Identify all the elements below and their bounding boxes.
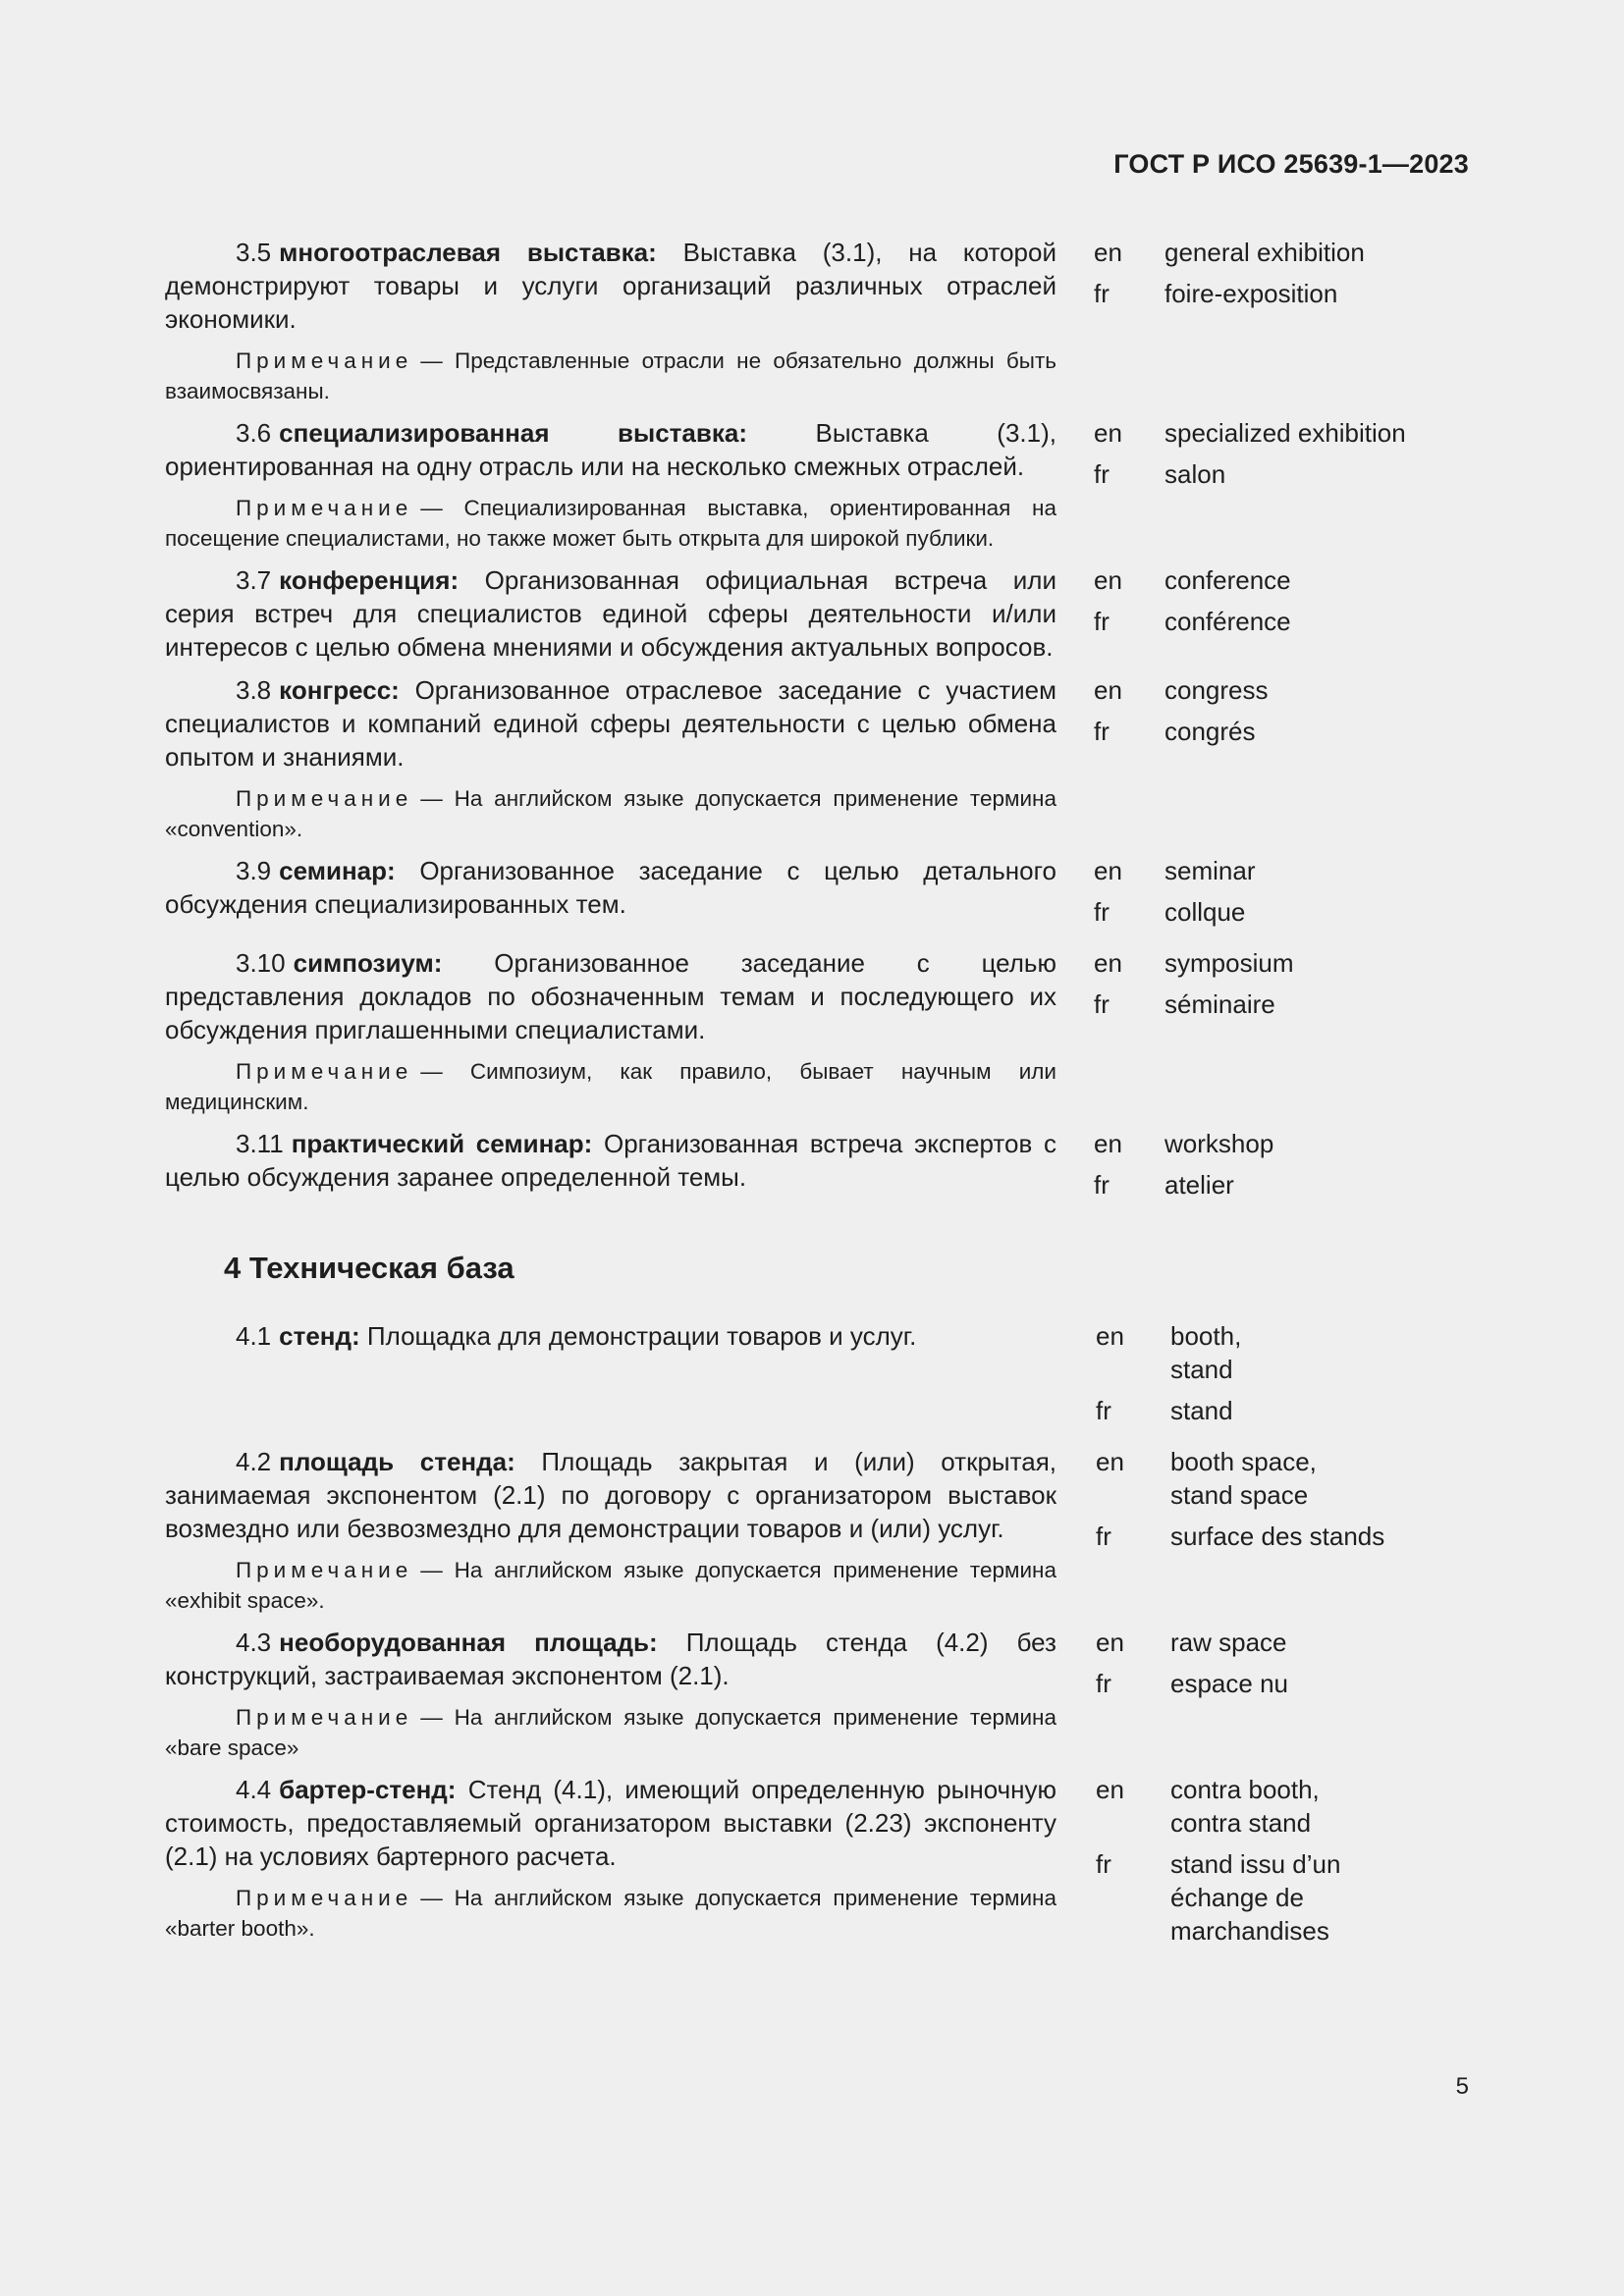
term-name: конференция: xyxy=(279,565,460,595)
lang-code-fr: fr xyxy=(1094,279,1110,308)
term-name: практический семинар: xyxy=(291,1129,593,1158)
translation-fr xyxy=(1056,277,1471,310)
term-definition-block xyxy=(165,236,1056,406)
lang-code-fr: fr xyxy=(1094,989,1110,1019)
term-number: 4.4 xyxy=(236,1775,272,1804)
translation-fr xyxy=(1056,457,1471,491)
term-note xyxy=(165,346,1056,406)
translation-term-en: congress xyxy=(1164,675,1269,705)
translation-fr xyxy=(1056,1847,1471,1948)
term-text: Организованное заседание с целью представления докладов по обозначенным темам и последующего их обсуждения приглашенными специалистами. xyxy=(165,948,1056,1044)
translation-term-fr: foire-exposition xyxy=(1164,279,1338,308)
translation-term-en: raw space xyxy=(1170,1628,1287,1657)
term-text: Площадь закрытая и (или) открытая, занимаемая экспонентом (2.1) по договору с организатором выставок возмездно или безвозмездно для демонстрации товаров и (или) услуг. xyxy=(165,1447,1056,1543)
translation-en xyxy=(1056,854,1471,887)
translation-term-fr: séminaire xyxy=(1164,989,1275,1019)
term-translations xyxy=(1056,1773,1471,1955)
lang-code-fr: fr xyxy=(1094,717,1110,746)
term-name: конгресс: xyxy=(279,675,400,705)
term-text: Площадь стенда (4.2) без конструкций, застраиваемая экспонентом (2.1). xyxy=(165,1628,1056,1690)
term-name: многоотраслевая выставка: xyxy=(279,238,657,267)
term-note xyxy=(165,493,1056,554)
page-content xyxy=(165,236,1471,1965)
term-translations xyxy=(1056,563,1471,664)
term-entry xyxy=(165,1445,1471,1616)
translation-fr xyxy=(1056,988,1471,1021)
lang-code-fr: fr xyxy=(1094,607,1110,636)
translation-term-en: workshop xyxy=(1164,1129,1274,1158)
lang-code-fr: fr xyxy=(1096,1669,1111,1698)
note-label: Примечание xyxy=(236,1886,413,1910)
translation-line: échange de xyxy=(1170,1883,1304,1912)
lang-code-en: en xyxy=(1094,856,1122,885)
term-entry xyxy=(165,563,1471,664)
note-label: Примечание xyxy=(236,496,413,520)
translation-term-en: symposium xyxy=(1164,948,1294,978)
term-definition-block xyxy=(165,416,1056,554)
translation-term-en xyxy=(1166,1445,1471,1512)
term-entry xyxy=(165,1127,1471,1209)
translation-line: booth space, xyxy=(1170,1447,1317,1476)
term-name: специализированная выставка: xyxy=(279,418,747,448)
term-definition-block xyxy=(165,1319,1056,1435)
term-definition-block xyxy=(165,1773,1056,1955)
translation-term-en: conference xyxy=(1164,565,1291,595)
term-note xyxy=(165,1555,1056,1616)
term-text: Организованная официальная встреча или серия встреч для специалистов единой сферы деятельности и/или интересов с целью обмена мнениями и обсуждения актуальных вопросов. xyxy=(165,565,1056,662)
term-definition xyxy=(165,1319,1056,1353)
translation-term-fr: stand xyxy=(1170,1396,1233,1425)
term-definition-block xyxy=(165,673,1056,844)
term-text: Стенд (4.1), имеющий определенную рыночную стоимость, предоставляемый организатором выставки (2.23) экспоненту (2.1) на условиях бартерного расчета. xyxy=(165,1775,1056,1871)
translation-term-fr: surface des stands xyxy=(1170,1522,1385,1551)
note-label: Примечание xyxy=(236,348,413,373)
lang-code-fr: fr xyxy=(1096,1849,1111,1879)
term-name: семинар: xyxy=(279,856,396,885)
term-text: Площадка для демонстрации товаров и услуг. xyxy=(366,1321,917,1351)
term-number: 3.7 xyxy=(236,565,272,595)
term-definition xyxy=(165,1773,1056,1873)
translation-term-fr: congrés xyxy=(1164,717,1256,746)
term-number: 3.10 xyxy=(236,948,286,978)
translation-line: contra stand xyxy=(1170,1808,1312,1838)
translation-line: stand xyxy=(1170,1355,1233,1384)
term-definition xyxy=(165,854,1056,921)
translation-term-fr: salon xyxy=(1164,459,1226,489)
lang-code-en: en xyxy=(1096,1321,1124,1351)
term-entry xyxy=(165,1319,1471,1435)
term-number: 3.8 xyxy=(236,675,272,705)
lang-code-en: en xyxy=(1094,418,1122,448)
term-translations xyxy=(1056,946,1471,1117)
term-translations xyxy=(1056,854,1471,936)
translation-term-en xyxy=(1166,1319,1471,1386)
translation-fr xyxy=(1056,1394,1471,1427)
translation-fr xyxy=(1056,715,1471,748)
lang-code-fr: fr xyxy=(1096,1396,1111,1425)
translation-en xyxy=(1056,563,1471,597)
translation-term-en: general exhibition xyxy=(1164,238,1365,267)
term-translations xyxy=(1056,1445,1471,1616)
translation-term-fr: atelier xyxy=(1164,1170,1234,1200)
translation-fr xyxy=(1056,1667,1471,1700)
term-name: площадь стенда: xyxy=(279,1447,515,1476)
translation-fr xyxy=(1056,895,1471,929)
term-number: 4.2 xyxy=(236,1447,272,1476)
term-text: Выставка (3.1), ориентированная на одну отрасль или на несколько смежных отраслей. xyxy=(165,418,1056,481)
translation-term-en xyxy=(1166,1773,1471,1840)
term-text: Организованное отраслевое заседание с участием специалистов и компаний единой сферы деятельности с целью обмена опытом и знаниями. xyxy=(165,675,1056,772)
term-note xyxy=(165,1702,1056,1763)
term-translations xyxy=(1056,1127,1471,1209)
translation-en xyxy=(1056,946,1471,980)
translation-term-en: seminar xyxy=(1164,856,1256,885)
term-definition xyxy=(165,1127,1056,1194)
term-definition xyxy=(165,946,1056,1046)
term-definition xyxy=(165,236,1056,336)
translation-line: contra booth, xyxy=(1170,1775,1320,1804)
term-entry xyxy=(165,1773,1471,1955)
term-note xyxy=(165,1056,1056,1117)
note-text: — Специализированная выставка, ориентированная на посещение специалистами, но также может быть открыта для широкой публики. xyxy=(165,496,1056,551)
lang-code-en: en xyxy=(1094,565,1122,595)
term-definition-block xyxy=(165,946,1056,1117)
term-entry xyxy=(165,416,1471,554)
term-definition xyxy=(165,563,1056,664)
term-translations xyxy=(1056,236,1471,406)
translation-term-fr: conférence xyxy=(1164,607,1291,636)
term-note xyxy=(165,1883,1056,1944)
translation-en xyxy=(1056,1319,1471,1386)
translation-en xyxy=(1056,1773,1471,1840)
lang-code-en: en xyxy=(1096,1447,1124,1476)
term-entry xyxy=(165,673,1471,844)
lang-code-en: en xyxy=(1094,675,1122,705)
term-number: 4.3 xyxy=(236,1628,272,1657)
note-text: — На английском языке допускается применение термина «barter booth». xyxy=(165,1886,1056,1941)
lang-code-en: en xyxy=(1096,1628,1124,1657)
term-entry xyxy=(165,1626,1471,1763)
lang-code-fr: fr xyxy=(1094,1170,1110,1200)
section-3-terms xyxy=(165,236,1471,1209)
document-header: ГОСТ Р ИСО 25639-1—2023 xyxy=(1113,149,1469,179)
translation-en xyxy=(1056,1127,1471,1160)
lang-code-en: en xyxy=(1096,1775,1124,1804)
term-definition xyxy=(165,1445,1056,1545)
term-note xyxy=(165,783,1056,844)
term-number: 4.1 xyxy=(236,1321,272,1351)
translation-line: stand space xyxy=(1170,1480,1309,1510)
translation-term-fr: espace nu xyxy=(1170,1669,1288,1698)
note-text: — Представленные отрасли не обязательно должны быть взаимосвязаны. xyxy=(165,348,1056,403)
term-definition xyxy=(165,416,1056,483)
term-name: стенд: xyxy=(279,1321,360,1351)
term-definition-block xyxy=(165,563,1056,664)
term-translations xyxy=(1056,1319,1471,1435)
term-definition xyxy=(165,1626,1056,1692)
lang-code-fr: fr xyxy=(1096,1522,1111,1551)
note-label: Примечание xyxy=(236,786,413,811)
term-definition-block xyxy=(165,1445,1056,1616)
translation-en xyxy=(1056,236,1471,269)
translation-line: stand issu d’un xyxy=(1170,1849,1341,1879)
translation-line: marchandises xyxy=(1170,1916,1329,1946)
translation-term-fr: collque xyxy=(1164,897,1246,927)
translation-en xyxy=(1056,1626,1471,1659)
term-name: необорудованная площадь: xyxy=(279,1628,658,1657)
term-number: 3.6 xyxy=(236,418,272,448)
term-entry xyxy=(165,946,1471,1117)
page-number: 5 xyxy=(1455,2073,1469,2100)
translation-term-en: specialized exhibition xyxy=(1164,418,1406,448)
translation-term-fr xyxy=(1166,1847,1471,1948)
note-label: Примечание xyxy=(236,1558,413,1582)
translation-fr xyxy=(1056,1520,1471,1553)
term-number: 3.5 xyxy=(236,238,272,267)
lang-code-fr: fr xyxy=(1094,459,1110,489)
term-definition-block xyxy=(165,854,1056,936)
term-translations xyxy=(1056,416,1471,554)
translation-en xyxy=(1056,416,1471,450)
term-number: 3.11 xyxy=(236,1129,284,1158)
translation-en xyxy=(1056,673,1471,707)
note-text: — Симпозиум, как правило, бывает научным или медицинским. xyxy=(165,1059,1056,1114)
term-name: бартер-стенд: xyxy=(279,1775,457,1804)
translation-en xyxy=(1056,1445,1471,1512)
term-text: Организованное заседание с целью детального обсуждения специализированных тем. xyxy=(165,856,1056,919)
section-4-title: 4 Техническая база xyxy=(224,1251,514,1285)
term-entry xyxy=(165,236,1471,406)
term-number: 3.9 xyxy=(236,856,272,885)
lang-code-en: en xyxy=(1094,1129,1122,1158)
term-entry xyxy=(165,854,1471,936)
term-translations xyxy=(1056,1626,1471,1763)
note-text: — На английском языке допускается применение термина «convention». xyxy=(165,786,1056,841)
lang-code-en: en xyxy=(1094,948,1122,978)
lang-code-en: en xyxy=(1094,238,1122,267)
term-definition-block xyxy=(165,1626,1056,1763)
term-definition-block xyxy=(165,1127,1056,1209)
translation-fr xyxy=(1056,605,1471,638)
note-label: Примечание xyxy=(236,1705,413,1730)
term-definition xyxy=(165,673,1056,774)
note-text: — На английском языке допускается применение термина «bare space» xyxy=(165,1705,1056,1760)
note-label: Примечание xyxy=(236,1059,413,1084)
term-text: Выставка (3.1), на которой демонстрируют товары и услуги организаций различных отраслей экономики. xyxy=(165,238,1056,334)
term-translations xyxy=(1056,673,1471,844)
section-4-terms xyxy=(165,1319,1471,1955)
translation-line: booth, xyxy=(1170,1321,1242,1351)
translation-fr xyxy=(1056,1168,1471,1201)
lang-code-fr: fr xyxy=(1094,897,1110,927)
term-text: Организованная встреча экспертов с целью обсуждения заранее определенной темы. xyxy=(165,1129,1056,1192)
term-name: симпозиум: xyxy=(293,948,443,978)
note-text: — На английском языке допускается применение термина «exhibit space». xyxy=(165,1558,1056,1613)
